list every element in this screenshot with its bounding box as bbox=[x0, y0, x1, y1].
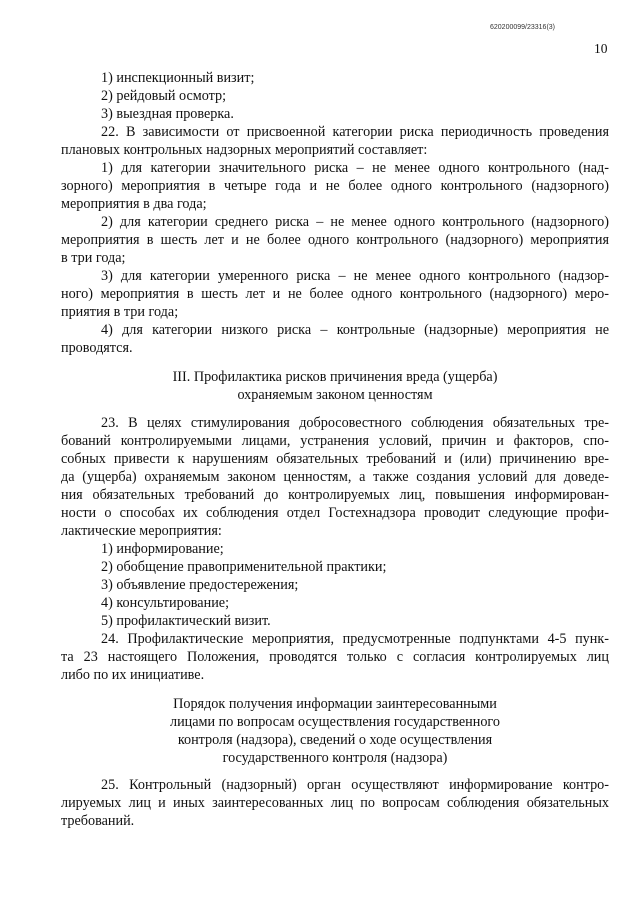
list-item: 2) обобщение правоприменительной практики; bbox=[101, 559, 387, 575]
paragraph-22-item: 2) для категории среднего риска – не менее одного контрольного (надзорного) bbox=[101, 214, 609, 230]
paragraph-23-line: ния обязательных требований до контролируемых лиц, повышения информирован- bbox=[61, 487, 609, 503]
paragraph-22-item: приятия в три года; bbox=[61, 304, 179, 320]
paragraph-22-item: ного) мероприятия в шесть лет и не более одного контрольного (надзорного) меро- bbox=[61, 286, 609, 302]
section-heading: охраняемым законом ценностям bbox=[237, 387, 433, 403]
list-item: 1) инспекционный визит; bbox=[101, 70, 255, 86]
section-heading: контроля (надзора), сведений о ходе осуществления bbox=[177, 732, 493, 748]
section-heading: III. Профилактика рисков причинения вреда (ущерба) bbox=[172, 369, 498, 385]
paragraph-25-line: требований. bbox=[61, 813, 135, 829]
paragraph-23-line: собных привести к нарушениям обязательных требований и (или) причинению вре- bbox=[61, 451, 609, 467]
paragraph-24-line: 24. Профилактические мероприятия, предусмотренные подпунктами 4-5 пунк- bbox=[101, 631, 609, 647]
paragraph-25-line: 25. Контрольный (надзорный) орган осуществляют информирование контро- bbox=[101, 777, 609, 793]
list-item: 1) информирование; bbox=[101, 541, 224, 557]
paragraph-22-item: мероприятия в два года; bbox=[61, 196, 207, 212]
paragraph-22-item: зорного) мероприятия в четыре года и не более одного контрольного (надзорного) bbox=[61, 178, 609, 194]
list-item: 3) выездная проверка. bbox=[101, 106, 234, 122]
document-code: 620200099/23316(3) bbox=[490, 24, 556, 31]
paragraph-22-item: мероприятия в шесть лет и не более одного контрольного (надзорного) мероприятия bbox=[61, 232, 609, 248]
section-heading: государственного контроля (надзора) bbox=[222, 750, 448, 766]
list-item: 2) рейдовый осмотр; bbox=[101, 88, 227, 104]
paragraph-24-line: либо по их инициативе. bbox=[61, 667, 205, 683]
paragraph-22-line: плановых контрольных надзорных мероприятий составляет: bbox=[61, 142, 428, 158]
paragraph-25-line: лируемых лиц и иных заинтересованных лиц по вопросам соблюдения обязательных bbox=[61, 795, 609, 811]
page-number: 10 bbox=[594, 41, 608, 56]
section-heading: лицами по вопросам осуществления государственного bbox=[170, 714, 500, 730]
list-item: 5) профилактический визит. bbox=[101, 613, 271, 629]
paragraph-23-line: 23. В целях стимулирования добросовестного соблюдения обязательных тре- bbox=[101, 415, 609, 431]
paragraph-22-item: проводятся. bbox=[61, 340, 133, 356]
paragraph-22-item: 4) для категории низкого риска – контрольные (надзорные) мероприятия не bbox=[101, 322, 609, 338]
paragraph-22-line: 22. В зависимости от присвоенной категории риска периодичность проведения bbox=[101, 124, 609, 140]
paragraph-23-line: лактические мероприятия: bbox=[61, 523, 222, 539]
paragraph-23-line: бований контролируемыми лицами, устранения условий, причин и факторов, спо- bbox=[61, 433, 609, 449]
paragraph-24-line: та 23 настоящего Положения, проводятся только с согласия контролируемых лиц bbox=[61, 649, 609, 665]
list-item: 3) объявление предостережения; bbox=[101, 577, 299, 593]
paragraph-22-item: 1) для категории значительного риска – не менее одного контрольного (над- bbox=[101, 160, 609, 176]
section-heading: Порядок получения информации заинтересованными bbox=[173, 696, 497, 712]
paragraph-22-item: 3) для категории умеренного риска – не менее одного контрольного (надзор- bbox=[101, 268, 609, 284]
list-item: 4) консультирование; bbox=[101, 595, 230, 611]
paragraph-22-item: в три года; bbox=[61, 250, 126, 266]
paragraph-23-line: да (ущерба) охраняемым законом ценностям, а также создания условий для доведе- bbox=[61, 469, 609, 485]
paragraph-23-line: ности о способах их соблюдения отдел Гостехнадзора проводит следующие профи- bbox=[61, 505, 609, 521]
